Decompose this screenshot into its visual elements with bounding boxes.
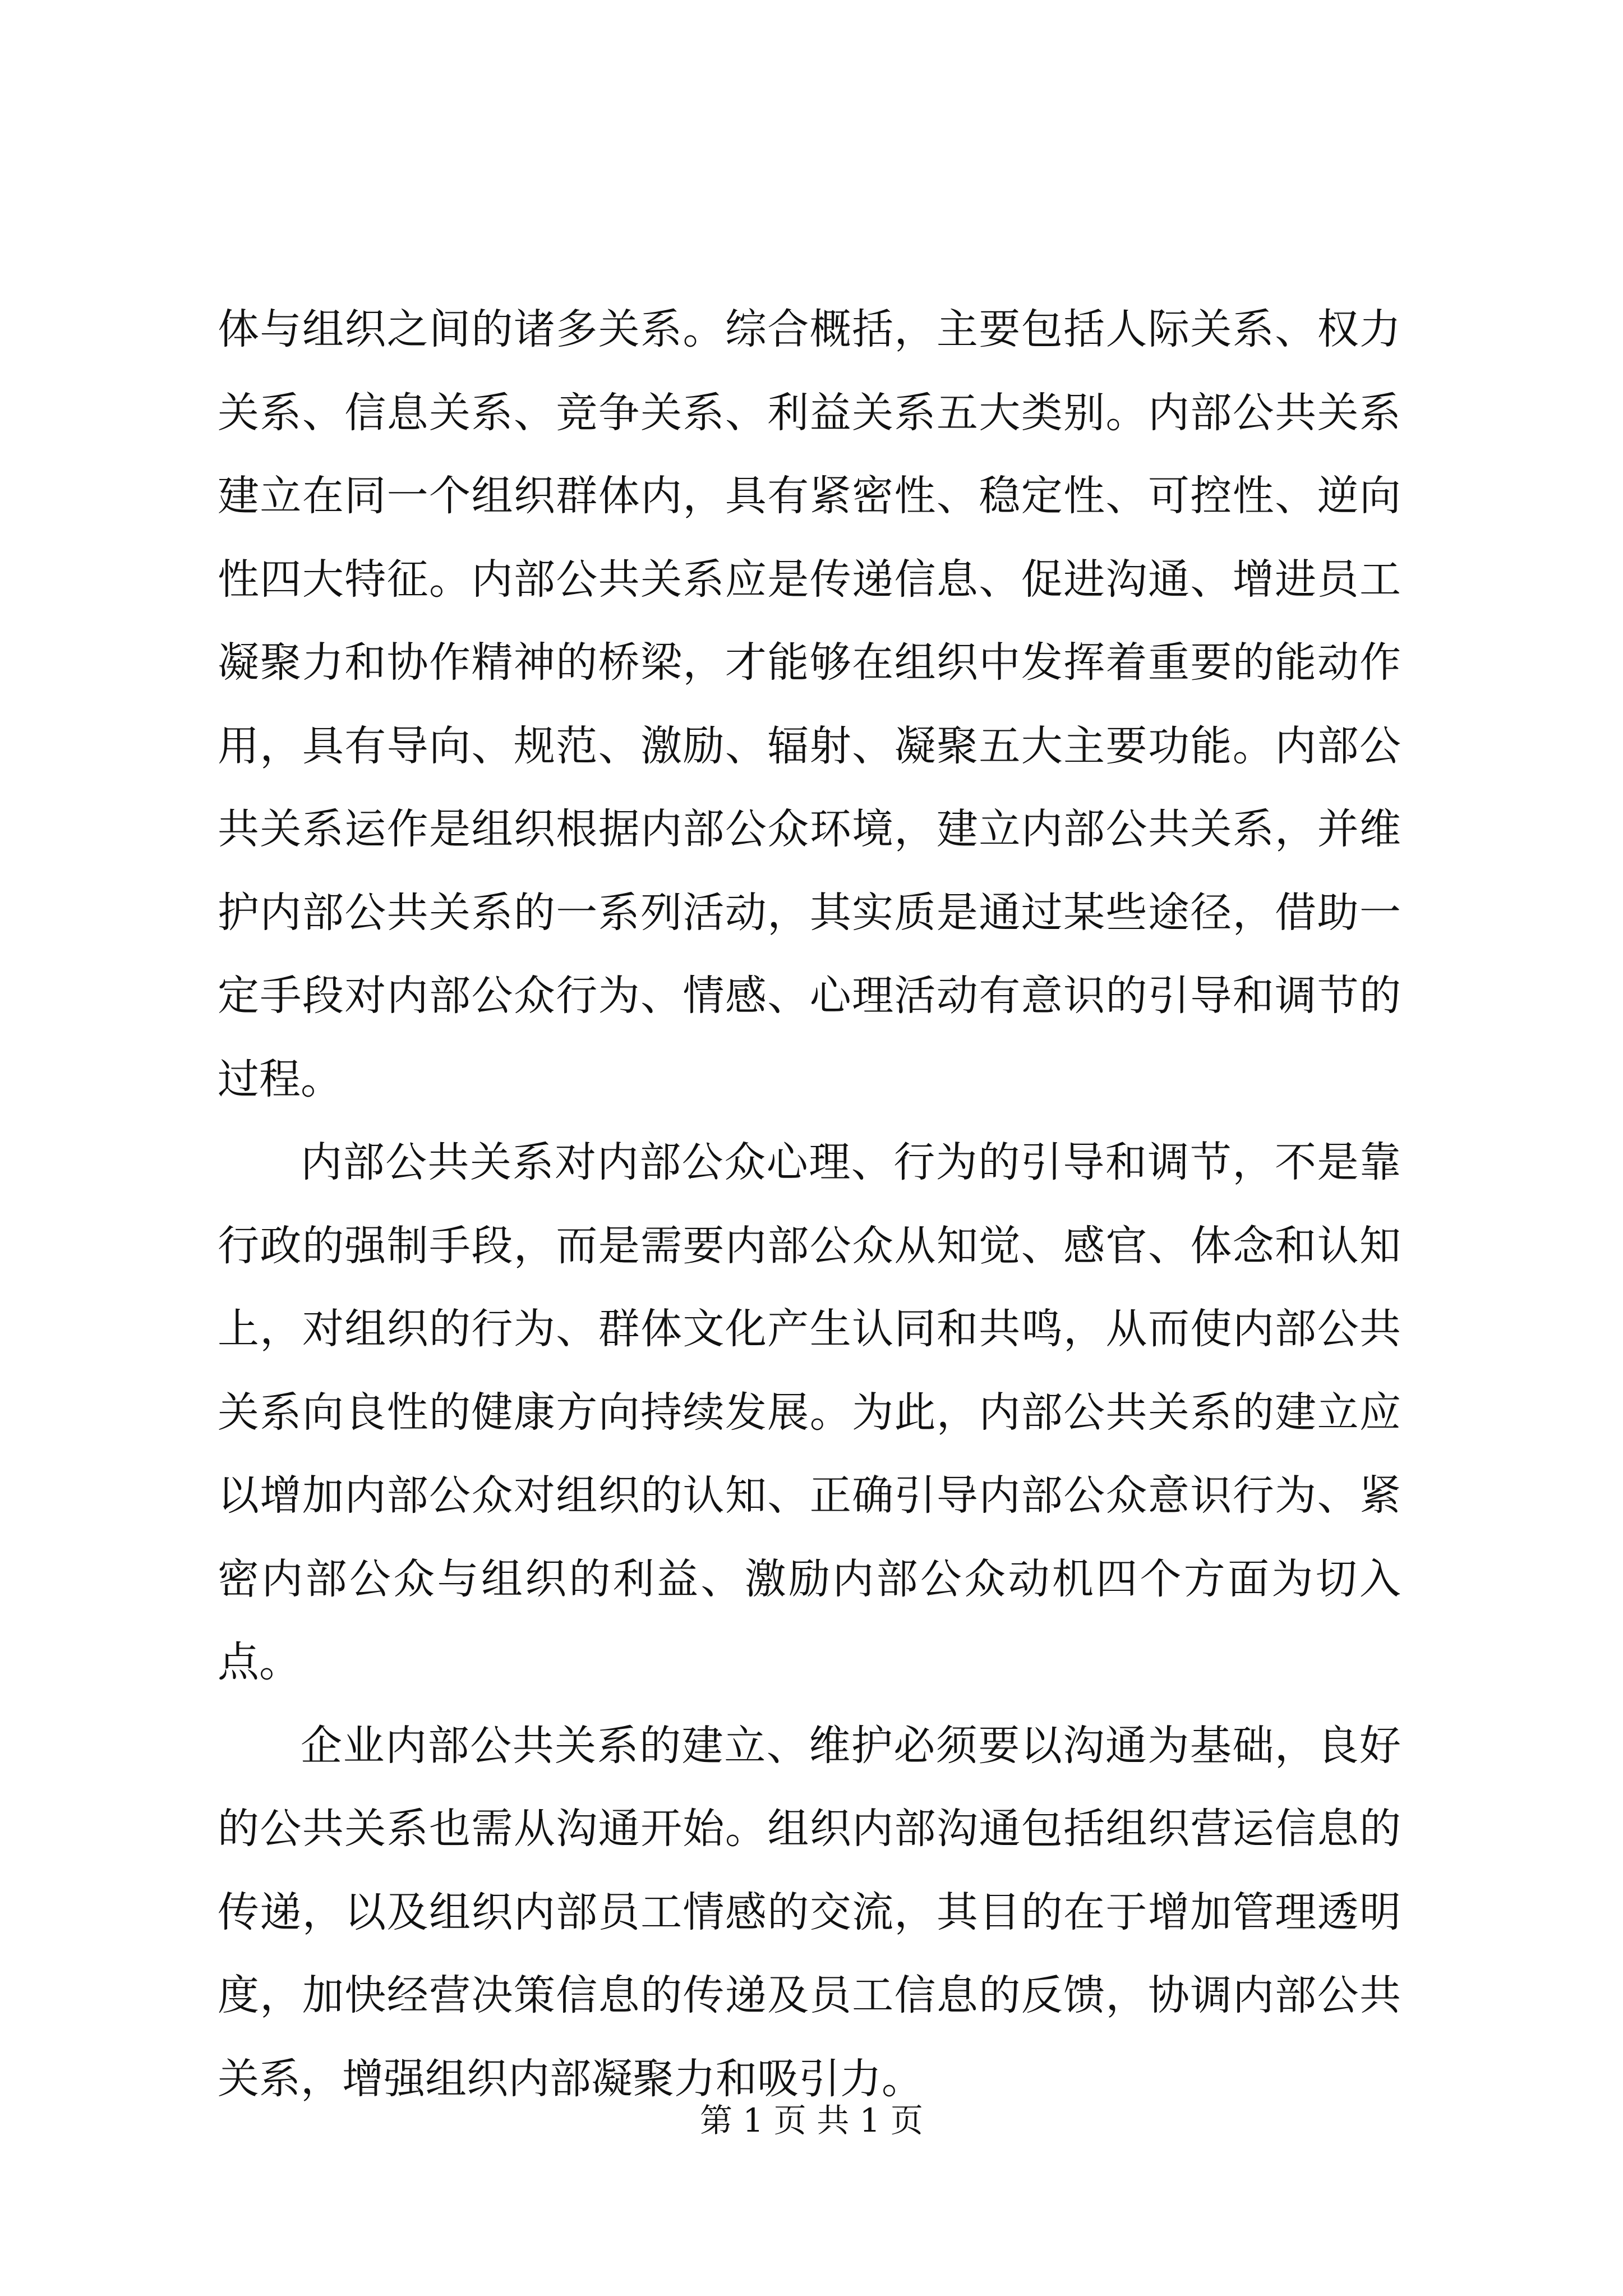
document-body — [218, 288, 1401, 2120]
paragraph-1: 体与组织之间的诸多关系。综合概括，主要包括人际关系、权力关系、信息关系、竞争关系、利益关系五大类别。内部公共关系建立在同一个组织群体内，具有紧密性、稳定性、可控性、逆向性四大特征。内部公共关系应是传递信息、促进沟通、增进员工凝聚力和协作精神的桥梁，才能够在组织中发挥着重要的能动作用，具有导向、规范、激励、辐射、凝聚五大主要功能。内部公共关系运作是组织根据内部公众环境，建立内部公共关系，并维护内部公共关系的一系列活动，其实质是通过某些途径，借助一定手段对内部公众行为、情感、心理活动有意识的引导和调节的过程。 — [218, 305, 1401, 1103]
page-footer: 第 1 页 共 1 页 — [700, 2101, 923, 2139]
paragraph-3: 企业内部公共关系的建立、维护必须要以沟通为基础，良好的公共关系也需从沟通开始。组织内部沟通包括组织营运信息的传递，以及组织内部员工情感的交流，其目的在于增加管理透明度，加快经营决策信息的传递及员工信息的反馈，协调内部公共关系，增强组织内部凝聚力和吸引力。 — [218, 1721, 1401, 2103]
paragraph-2: 内部公共关系对内部公众心理、行为的引导和调节，不是靠行政的强制手段，而是需要内部公众从知觉、感官、体念和认知上，对组织的行为、群体文化产生认同和共鸣，从而使内部公共关系向良性的健康方向持续发展。为此，内部公共关系的建立应以增加内部公众对组织的认知、正确引导内部公众意识行为、紧密内部公众与组织的利益、激励内部公众动机四个方面为切入点。 — [218, 1138, 1401, 1686]
